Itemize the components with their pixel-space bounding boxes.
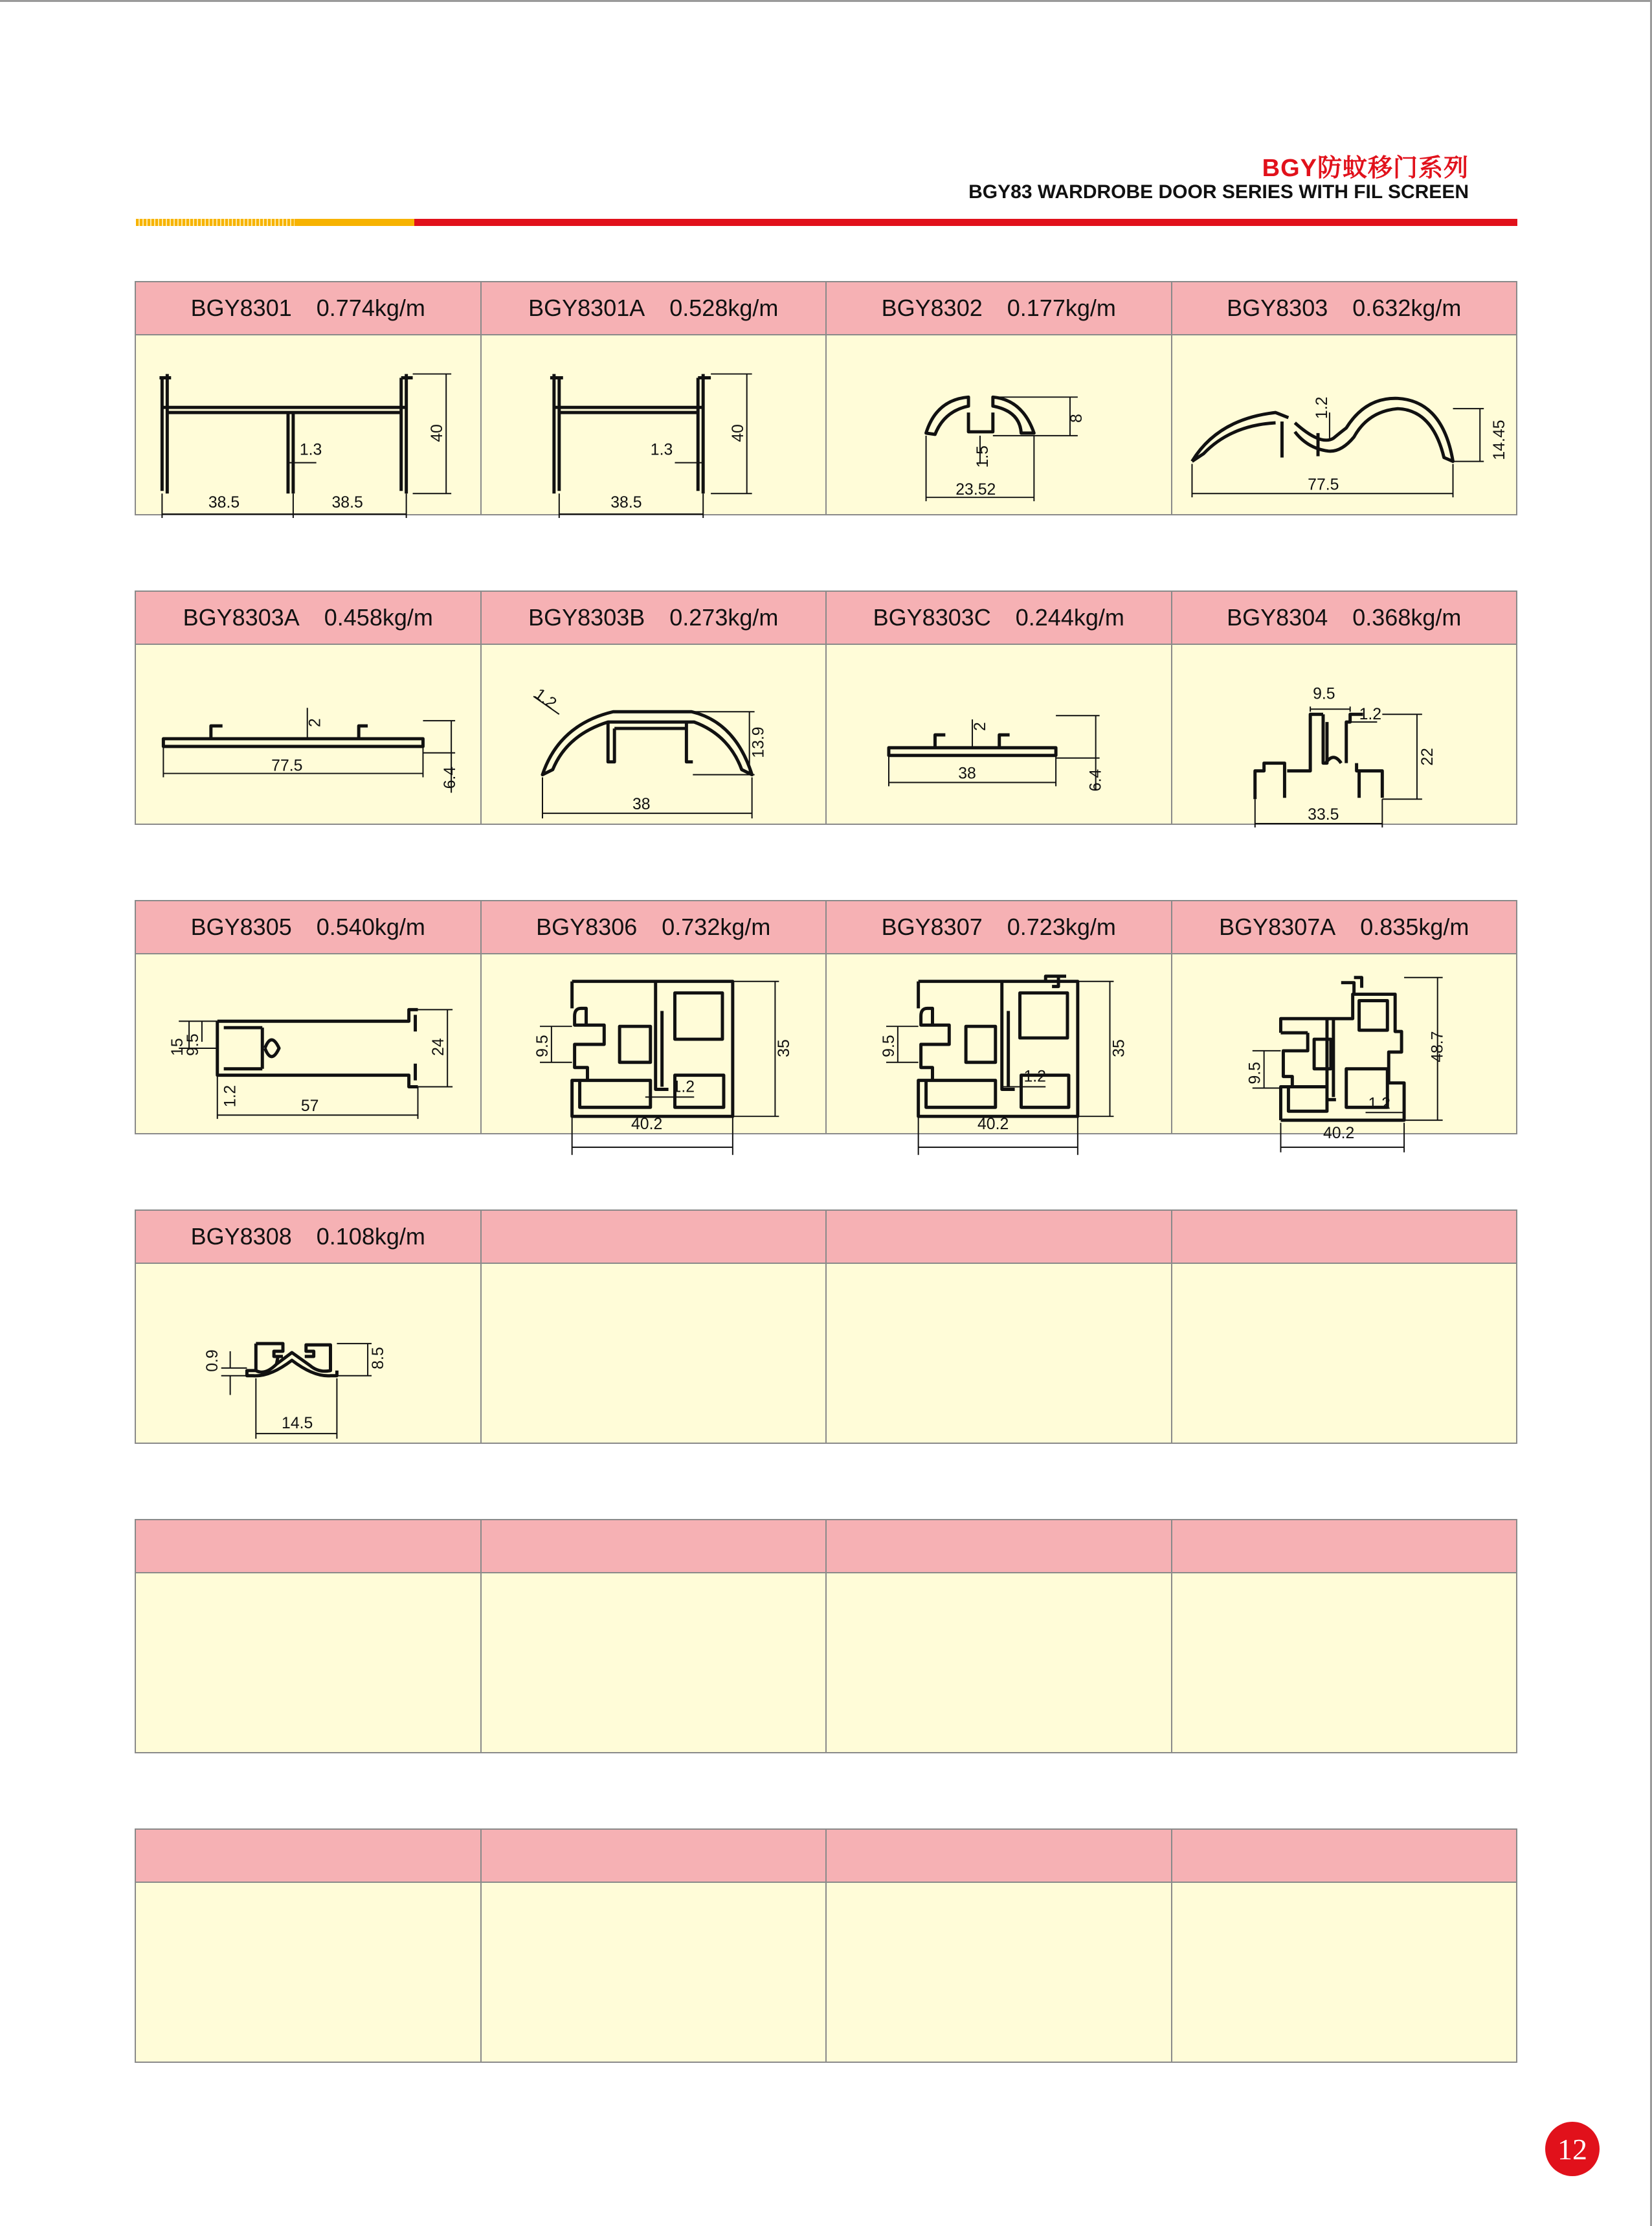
dimension-label: 9.5 <box>1312 685 1335 703</box>
dimension-label: 6.4 <box>441 766 460 789</box>
profile-table-6 <box>135 1828 1517 2063</box>
profile-table-2 <box>135 590 1517 825</box>
dimension-label: 14.5 <box>282 1415 313 1433</box>
profile-code: BGY8306 <box>536 914 638 940</box>
profile-header <box>482 901 827 954</box>
profile-drawing-bgy8303 <box>1172 335 1517 514</box>
dimension-label: 6.4 <box>1087 769 1105 792</box>
profile-header <box>1172 592 1518 645</box>
profile-drawing-cell <box>136 335 482 515</box>
profile-header <box>827 592 1172 645</box>
profile-header-empty <box>482 1830 827 1883</box>
dimension-label: 38.5 <box>208 494 240 512</box>
dimension-label: 77.5 <box>1307 476 1339 494</box>
profile-drawing-bgy8308 <box>136 1264 480 1443</box>
dimension-label: 77.5 <box>271 757 303 775</box>
profile-drawing-cell <box>482 954 827 1134</box>
dimension-label: 57 <box>300 1097 319 1116</box>
dimension-label: 9.5 <box>184 1033 202 1056</box>
profile-header <box>136 282 482 335</box>
dimension-label: 1.2 <box>1313 396 1331 420</box>
dimension-label: 8.5 <box>369 1347 387 1369</box>
profile-drawing-bgy8307a <box>1172 954 1517 1142</box>
header-rule-red <box>414 219 1517 226</box>
header-rule-yellow <box>295 219 414 226</box>
profile-header <box>482 592 827 645</box>
profile-code: BGY8301A <box>528 295 645 321</box>
dimension-label: 1.5 <box>974 445 992 468</box>
profile-drawing-bgy8304 <box>1172 645 1517 824</box>
profile-weight: 0.368kg/m <box>1352 604 1462 631</box>
profile-header <box>1172 901 1518 954</box>
profile-weight: 0.732kg/m <box>662 914 771 940</box>
dimension-label: 22 <box>1418 748 1436 766</box>
dimension-label: 1.2 <box>531 685 559 713</box>
profile-code: BGY8303C <box>873 604 991 631</box>
dimension-label: 24 <box>430 1038 448 1056</box>
profile-weight: 0.723kg/m <box>1007 914 1116 940</box>
profile-code: BGY8304 <box>1227 604 1328 631</box>
profile-weight: 0.177kg/m <box>1007 295 1116 321</box>
empty-drawing-cell <box>482 1264 827 1444</box>
profile-drawing-cell <box>136 954 482 1134</box>
profile-drawing-bgy8303c <box>827 645 1171 824</box>
dimension-label: 40 <box>429 424 447 442</box>
dimension-label: 35 <box>775 1039 793 1057</box>
page-border-top <box>0 0 1652 2</box>
profile-weight: 0.774kg/m <box>316 295 425 321</box>
profile-weight: 0.540kg/m <box>316 914 425 940</box>
dimension-label: 1.2 <box>1367 1095 1390 1113</box>
dimension-label: 1.2 <box>1359 706 1381 724</box>
profile-header-empty <box>827 1520 1172 1573</box>
profile-header <box>482 282 827 335</box>
profile-weight: 0.528kg/m <box>669 295 779 321</box>
empty-drawing-cell <box>827 1883 1172 2063</box>
profile-header-empty <box>1172 1520 1518 1573</box>
dimension-label: 8 <box>1067 414 1086 423</box>
profile-header-empty <box>827 1211 1172 1264</box>
profile-header <box>136 901 482 954</box>
dimension-label: 40 <box>729 424 747 442</box>
dimension-label: 1.3 <box>650 441 673 459</box>
profile-drawing-bgy8301a <box>482 335 826 514</box>
dimension-label: 14.45 <box>1490 420 1508 460</box>
profile-drawing-cell <box>827 954 1172 1134</box>
profile-table-3 <box>135 900 1517 1142</box>
profile-code: BGY8305 <box>190 914 292 940</box>
profile-code: BGY8308 <box>190 1223 292 1250</box>
profile-code: BGY8307A <box>1219 914 1336 940</box>
profile-drawing-bgy8303a <box>136 645 480 824</box>
profile-drawing-bgy8302 <box>827 335 1171 514</box>
dimension-label: 2 <box>971 722 989 732</box>
profile-header-empty <box>136 1520 482 1573</box>
dimension-label: 40.2 <box>977 1116 1009 1134</box>
dimension-label: 38 <box>632 796 651 814</box>
profile-drawing-bgy8306 <box>482 954 826 1133</box>
profile-weight: 0.244kg/m <box>1015 604 1124 631</box>
dimension-label: 33.5 <box>1307 806 1339 824</box>
profile-code: BGY8303 <box>1227 295 1328 321</box>
profile-drawing-cell <box>827 645 1172 825</box>
dimension-label: 9.5 <box>880 1035 898 1057</box>
page-number-badge: 12 <box>1545 2122 1600 2176</box>
dimension-label: 2 <box>306 718 324 728</box>
dimension-label: 1.2 <box>221 1085 240 1108</box>
dimension-label: 38.5 <box>331 494 363 512</box>
empty-drawing-cell <box>482 1573 827 1753</box>
profile-table-4 <box>135 1209 1517 1444</box>
empty-drawing-cell <box>482 1883 827 2063</box>
dimension-label: 40.2 <box>631 1116 662 1134</box>
dimension-label: 1.2 <box>1023 1068 1046 1086</box>
dimension-label: 38 <box>958 765 976 783</box>
dimension-label: 23.52 <box>955 481 996 499</box>
empty-drawing-cell <box>827 1264 1172 1444</box>
dimension-label: 38.5 <box>610 494 642 512</box>
profile-drawing-cell <box>136 645 482 825</box>
dimension-label: 9.5 <box>1246 1062 1264 1085</box>
dimension-label: 1.3 <box>299 441 322 459</box>
profile-header-empty <box>482 1211 827 1264</box>
profile-code: BGY8302 <box>881 295 983 321</box>
profile-drawing-cell <box>482 335 827 515</box>
dimension-label: 13.9 <box>750 726 768 758</box>
empty-drawing-cell <box>1172 1883 1518 2063</box>
profile-code: BGY8301 <box>190 295 292 321</box>
profile-header <box>827 282 1172 335</box>
profile-weight: 0.835kg/m <box>1360 914 1469 940</box>
profile-header <box>1172 282 1518 335</box>
dimension-label: 1.2 <box>672 1078 695 1096</box>
profile-drawing-bgy8305 <box>136 954 480 1133</box>
profile-drawing-cell <box>827 335 1172 515</box>
profile-weight: 0.632kg/m <box>1352 295 1462 321</box>
profile-header-empty <box>827 1830 1172 1883</box>
empty-drawing-cell <box>136 1573 482 1753</box>
profile-drawing-bgy8303b <box>482 645 826 824</box>
dimension-label: 40.2 <box>1323 1124 1354 1142</box>
dimension-label: 48.7 <box>1429 1031 1447 1062</box>
profile-weight: 0.108kg/m <box>316 1223 425 1250</box>
profile-drawing-cell <box>1172 954 1518 1142</box>
profile-drawing-cell <box>1172 645 1518 825</box>
profile-header <box>827 901 1172 954</box>
profile-drawing-cell <box>136 1264 482 1444</box>
catalog-subtitle: BGY83 WARDROBE DOOR SERIES WITH FIL SCREEN <box>968 181 1469 203</box>
profile-drawing-cell <box>1172 335 1518 515</box>
profile-drawing-bgy8307 <box>827 954 1171 1133</box>
profile-table-5 <box>135 1519 1517 1753</box>
dimension-label: 15 <box>169 1038 187 1056</box>
profile-header <box>136 592 482 645</box>
profile-drawing-cell <box>482 645 827 825</box>
dimension-label: 9.5 <box>533 1035 552 1057</box>
profile-header-empty <box>482 1520 827 1573</box>
profile-header <box>136 1211 482 1264</box>
profile-drawing-bgy8301 <box>136 335 480 514</box>
profile-header-empty <box>136 1830 482 1883</box>
empty-drawing-cell <box>827 1573 1172 1753</box>
profile-code: BGY8303B <box>528 604 645 631</box>
empty-drawing-cell <box>1172 1573 1518 1753</box>
profile-table-1 <box>135 281 1517 515</box>
dimension-label: 35 <box>1110 1039 1128 1057</box>
profile-header-empty <box>1172 1211 1518 1264</box>
profile-code: BGY8307 <box>881 914 983 940</box>
dimension-label: 0.9 <box>203 1349 221 1372</box>
empty-drawing-cell <box>1172 1264 1518 1444</box>
catalog-title: BGY防蚊移门系列 <box>1262 155 1469 182</box>
profile-header-empty <box>1172 1830 1518 1883</box>
profile-code: BGY8303A <box>183 604 300 631</box>
profile-weight: 0.458kg/m <box>324 604 433 631</box>
header-rule-dotted <box>136 219 295 226</box>
empty-drawing-cell <box>136 1883 482 2063</box>
profile-weight: 0.273kg/m <box>669 604 779 631</box>
